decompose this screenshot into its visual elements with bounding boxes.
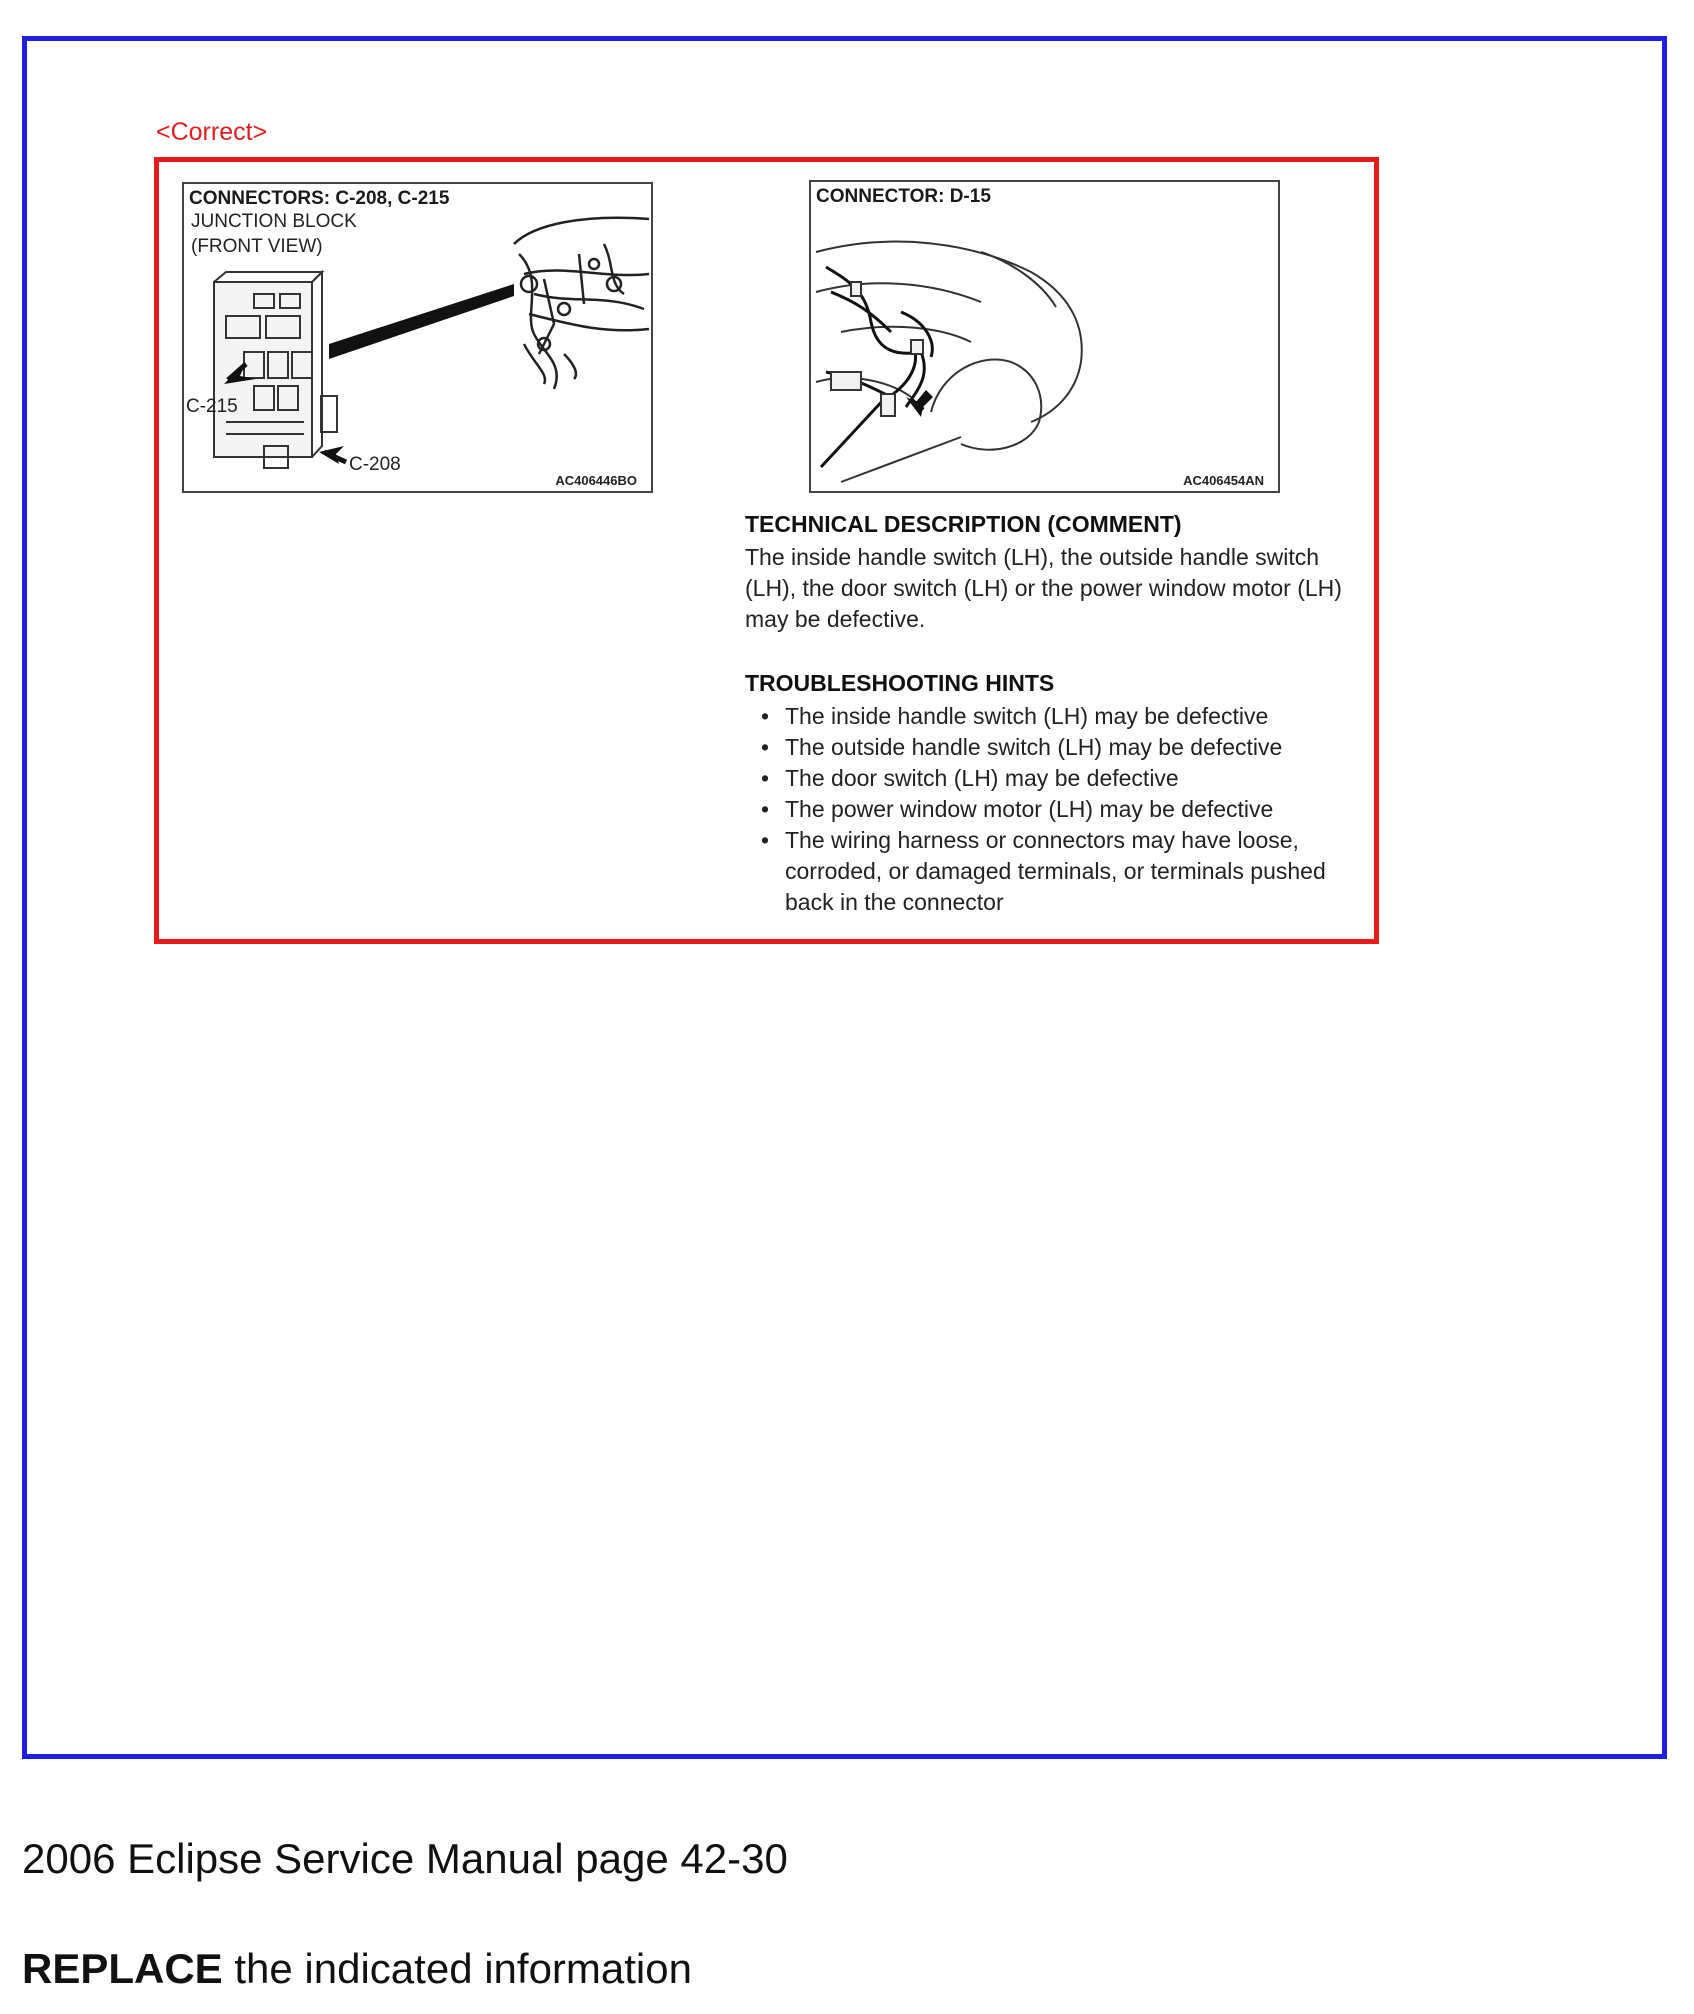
troubleshooting-hints-title: TROUBLESHOOTING HINTS — [745, 670, 1055, 696]
vehicle-rear-quarter-illustration — [811, 182, 1278, 491]
figure1-subtitle-line2: (FRONT VIEW) — [191, 236, 323, 257]
figure-junction-block — [182, 182, 653, 493]
figure2-title: CONNECTOR: D-15 — [816, 186, 991, 207]
hint-item: • The power window motor (LH) may be defective — [745, 794, 1355, 825]
hint-item: • The door switch (LH) may be defective — [745, 763, 1355, 794]
technical-description-body: The inside handle switch (LH), the outside handle switch (LH), the door switch (LH) or the power window motor (LH) may be defective. — [745, 544, 1342, 632]
callout-c215: C-215 — [186, 396, 238, 417]
figure1-subtitle-line1: JUNCTION BLOCK — [191, 211, 357, 232]
troubleshooting-hints-section — [745, 670, 1355, 918]
troubleshooting-hints-list — [745, 701, 1355, 918]
hint-item: • The inside handle switch (LH) may be defective — [745, 701, 1355, 732]
figure1-title: CONNECTORS: C-208, C-215 — [189, 188, 450, 209]
figure-connector-d15 — [809, 180, 1280, 493]
technical-description-title: TECHNICAL DESCRIPTION (COMMENT) — [745, 511, 1182, 537]
hint-item: • The wiring harness or connectors may have loose, corroded, or damaged terminals, or terminals pushed back in the connector — [745, 825, 1355, 918]
technical-description-section — [745, 511, 1355, 635]
instruction-line — [22, 1945, 692, 1993]
instruction-rest: the indicated information — [222, 1945, 692, 1992]
figure2-code: AC406454AN — [1183, 473, 1264, 488]
figure1-code: AC406446BO — [555, 473, 637, 488]
callout-c208: C-208 — [349, 454, 401, 475]
correct-label: <Correct> — [156, 118, 268, 146]
manual-reference: 2006 Eclipse Service Manual page 42-30 — [22, 1835, 788, 1882]
instruction-bold: REPLACE — [22, 1945, 223, 1992]
hint-item: • The outside handle switch (LH) may be defective — [745, 732, 1355, 763]
